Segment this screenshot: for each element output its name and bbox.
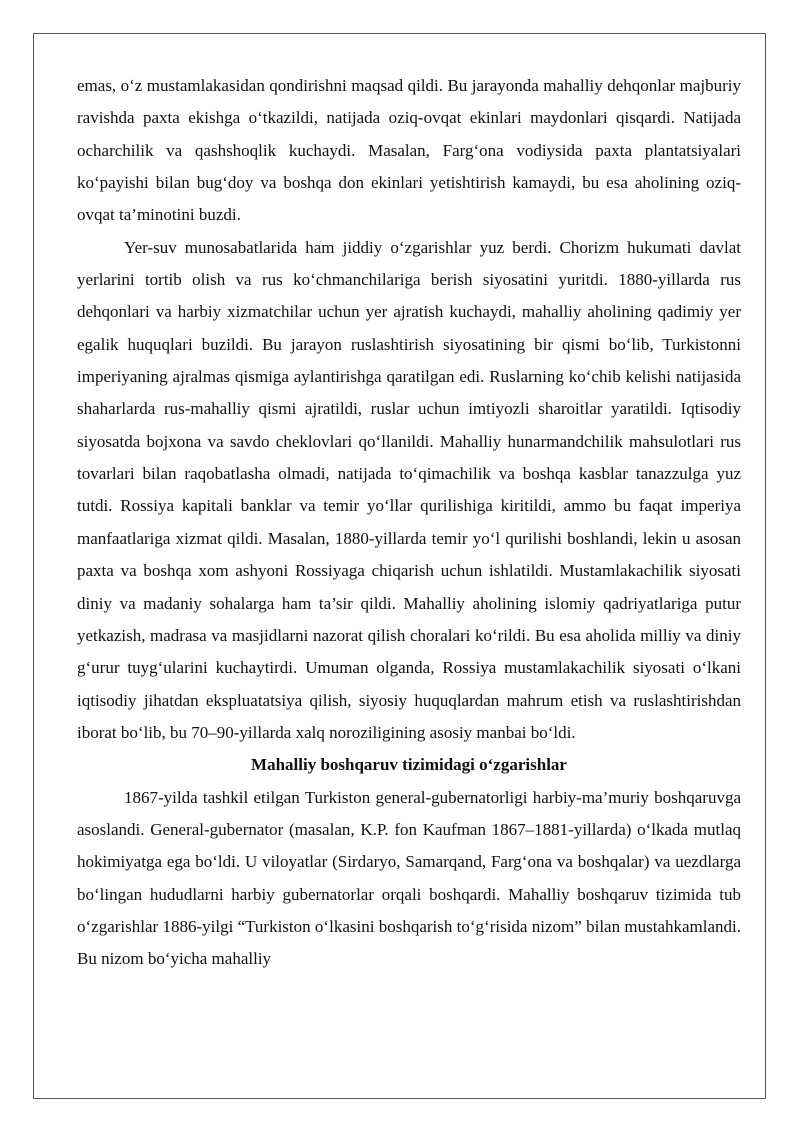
- section-heading: Mahalliy boshqaruv tizimidagi o‘zgarishlar: [251, 755, 567, 775]
- paragraph-continuation: emas, o‘z mustamlakasidan qondirishni maqsad qildi. Bu jarayonda mahalliy dehqonlar majburiy ravishda paxta ekishga o‘tkazildi, natijada oziq-ovqat ekinlari maydonlari qisqardi. Natijada ocharchilik va qashshoqlik kuchaydi. Masalan, Farg‘ona vodiysida paxta plantatsiyalari ko‘payishi bilan bug‘doy va boshqa don ekinlari yetishtirish kamaydi, bu esa aholining oziq-ovqat ta’minotini buzdi.: [77, 76, 741, 225]
- document-body: [77, 70, 741, 976]
- paragraph-land-relations: Yer-suv munosabatlarida ham jiddiy o‘zgarishlar yuz berdi. Chorizm hukumati davlat yerlarini tortib olish va rus ko‘chmanchilariga berish siyosatini yuritdi. 1880-yillarda rus dehqonlari va harbiy xizmatchilar uchun yer ajratish kuchaydi, mahalliy aholining qadimiy yer egalik huquqlari buzildi. Bu jarayon ruslashtirish siyosatining bir qismi bo‘lib, Turkistonni imperiyaning ajralmas qismiga aylantirishga qaratilgan edi. Ruslarning ko‘chib kelishi natijasida shaharlarda rus-mahalliy qismi ajratildi, ruslar uchun imtiyozli sharoitlar yaratildi. Iqtisodiy siyosatda bojxona va savdo cheklovlari qo‘llanildi. Mahalliy hunarmandchilik mahsulotlari rus tovarlari bilan raqobatlasha olmadi, natijada to‘qimachilik va boshqa kasblar tanazzulga yuz tutdi. Rossiya kapitali banklar va temir yo‘llar qurilishiga kiritildi, ammo bu faqat imperiya manfaatlariga xizmat qildi. Masalan, 1880-yillarda temir yo‘l qurilishi boshlandi, lekin u asosan paxta va boshqa xom ashyoni Rossiyaga chiqarish uchun ishlatildi. Mustamlakachilik siyosati diniy va madaniy sohalarga ham ta’sir qildi. Mahalliy aholining islomiy qadriyatlariga putur yetkazish, madrasa va masjidlarni nazorat qilish choralari ko‘rildi. Bu esa aholida milliy va diniy g‘urur tuyg‘ularini kuchaytirdi. Umuman olganda, Rossiya mustamlakachilik siyosati o‘lkani iqtisodiy jihatdan ekspluatatsiya qilish, siyosiy huquqlardan mahrum etish va ruslashtirishdan iborat bo‘lib, bu 70–90-yillarda xalq noroziligining asosiy manbai bo‘ldi.: [77, 237, 741, 742]
- paragraph-governance: 1867-yilda tashkil etilgan Turkiston general-gubernatorligi harbiy-ma’muriy boshqaruvga asoslandi. General-gubernator (masalan, K.P. fon Kaufman 1867–1881-yillarda) o‘lkada mutlaq hokimiyatga ega bo‘ldi. U viloyatlar (Sirdaryo, Samarqand, Farg‘ona va boshqalar) va uezdlarga bo‘lingan hududlarni harbiy gubernatorlar orqali boshqardi. Mahalliy boshqaruv tizimida tub o‘zgarishlar 1886-yilgi “Turkiston o‘lkasini boshqarish to‘g‘risida nizom” bilan mustahkamlandi. Bu nizom bo‘yicha mahalliy: [77, 787, 741, 969]
